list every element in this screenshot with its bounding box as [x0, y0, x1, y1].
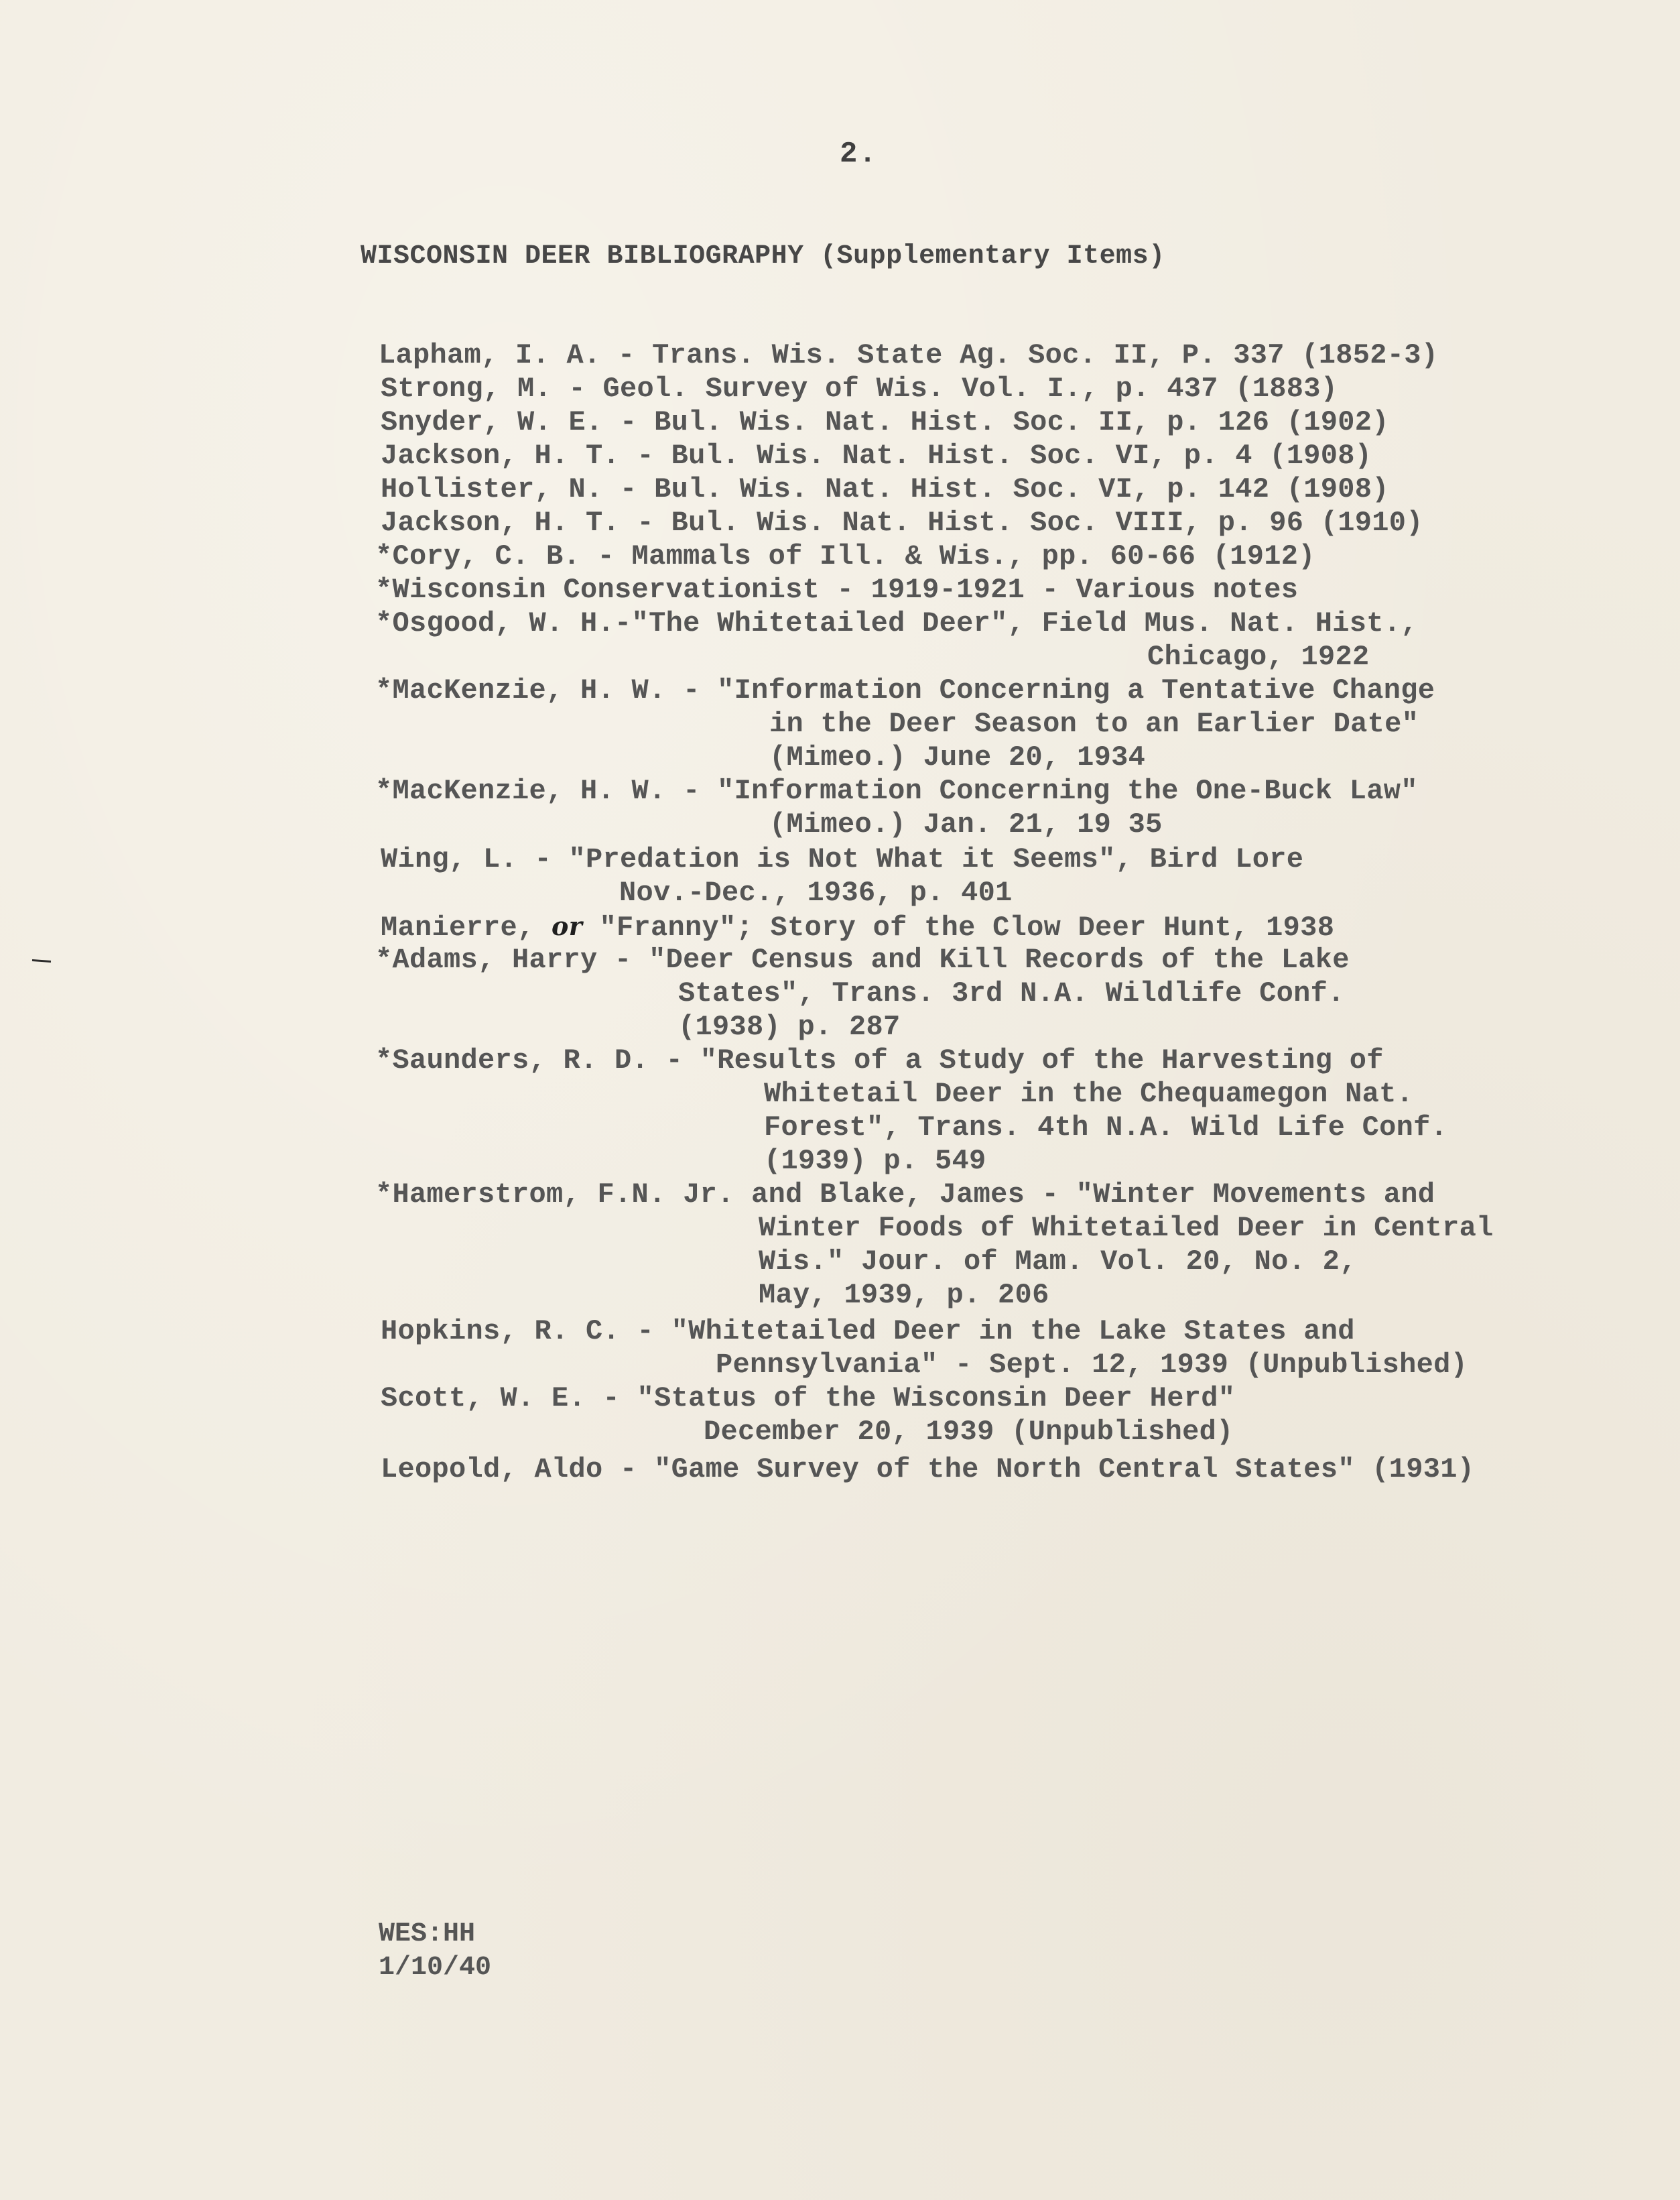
- document-date: 1/10/40: [379, 1953, 492, 1983]
- bib-line: Pennsylvania" - Sept. 12, 1939 (Unpublished): [716, 1349, 1468, 1381]
- bib-line: Winter Foods of Whitetailed Deer in Central: [759, 1212, 1494, 1244]
- bib-line: Nov.-Dec., 1936, p. 401: [619, 877, 1013, 909]
- bib-line: Lapham, I. A. - Trans. Wis. State Ag. Soc. II, P. 337 (1852-3): [379, 339, 1439, 371]
- bib-line: (Mimeo.) June 20, 1934: [769, 741, 1146, 774]
- bib-line: *Cory, C. B. - Mammals of Ill. & Wis., pp. 60-66 (1912): [375, 540, 1315, 572]
- bib-line: Hollister, N. - Bul. Wis. Nat. Hist. Soc. VI, p. 142 (1908): [381, 473, 1389, 505]
- bib-line: in the Deer Season to an Earlier Date": [769, 708, 1419, 740]
- bib-line: May, 1939, p. 206: [759, 1279, 1049, 1311]
- bib-line: Wis." Jour. of Mam. Vol. 20, No. 2,: [759, 1245, 1357, 1278]
- typist-initials: WES:HH: [379, 1919, 476, 1949]
- bib-line: (1938) p. 287: [678, 1011, 901, 1043]
- bib-line: (Mimeo.) Jan. 21, 19 35: [769, 808, 1163, 841]
- bib-line: *MacKenzie, H. W. - "Information Concerning a Tentative Change: [375, 674, 1435, 707]
- bib-line: Jackson, H. T. - Bul. Wis. Nat. Hist. Soc. VI, p. 4 (1908): [381, 440, 1372, 472]
- document-title: WISCONSIN DEER BIBLIOGRAPHY (Supplementary Items): [361, 241, 1165, 271]
- bib-line: Jackson, H. T. - Bul. Wis. Nat. Hist. Soc. VIII, p. 96 (1910): [381, 507, 1423, 539]
- page-number: 2.: [840, 137, 878, 171]
- bib-line: Strong, M. - Geol. Survey of Wis. Vol. I., p. 437 (1883): [381, 373, 1338, 405]
- bib-line: Leopold, Aldo - "Game Survey of the North Central States" (1931): [381, 1453, 1475, 1485]
- bib-line: Whitetail Deer in the Chequamegon Nat.: [764, 1078, 1414, 1110]
- bib-line: *Saunders, R. D. - "Results of a Study of the Harvesting of: [375, 1044, 1384, 1077]
- bib-line: December 20, 1939 (Unpublished): [704, 1416, 1234, 1448]
- bib-line: Scott, W. E. - "Status of the Wisconsin Deer Herd": [381, 1382, 1236, 1414]
- bib-line-rest: "Franny"; Story of the Clow Deer Hunt, 1938: [582, 912, 1335, 944]
- bib-line: *Adams, Harry - "Deer Census and Kill Records of the Lake: [375, 944, 1350, 976]
- bib-line: Hopkins, R. C. - "Whitetailed Deer in the Lake States and: [381, 1315, 1355, 1347]
- bib-line: States", Trans. 3rd N.A. Wildlife Conf.: [678, 977, 1345, 1010]
- bib-line: *MacKenzie, H. W. - "Information Concerning the One-Buck Law": [375, 775, 1418, 807]
- bib-line: (1939) p. 549: [764, 1145, 986, 1177]
- bib-line: *Osgood, W. H.-"The Whitetailed Deer", Field Mus. Nat. Hist.,: [375, 607, 1418, 639]
- bib-line: Forest", Trans. 4th N.A. Wild Life Conf.: [764, 1111, 1448, 1144]
- handwritten-insertion: or: [552, 911, 583, 941]
- bib-line: [381, 910, 1334, 944]
- bib-line: Snyder, W. E. - Bul. Wis. Nat. Hist. Soc. II, p. 126 (1902): [381, 406, 1389, 438]
- bib-line: Chicago, 1922: [1147, 641, 1370, 673]
- bib-line-start: Manierre,: [381, 912, 552, 944]
- bib-line: *Hamerstrom, F.N. Jr. and Blake, James - "Winter Movements and: [375, 1178, 1435, 1211]
- bib-line: Wing, L. - "Predation is Not What it Seems", Bird Lore: [381, 843, 1304, 875]
- bib-line: *Wisconsin Conservationist - 1919-1921 - Various notes: [375, 574, 1299, 606]
